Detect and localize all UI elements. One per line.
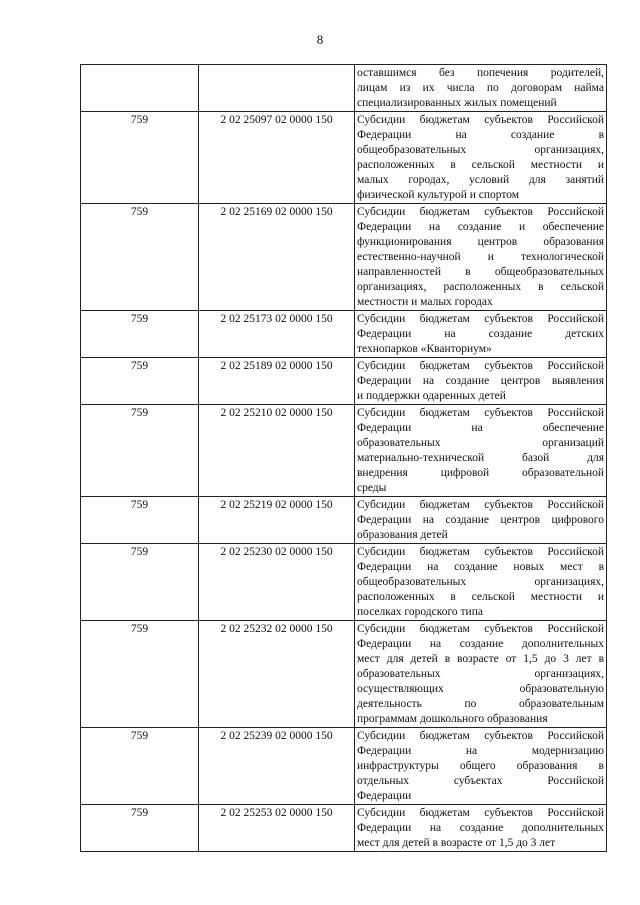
description-line: среды (357, 482, 387, 494)
description-line: Федерации на создание дополнительных (357, 822, 604, 834)
description-line: направленностей в общеобразовательных (357, 266, 604, 278)
table-row (81, 405, 607, 497)
description-line: образования детей (357, 529, 448, 541)
budget-classification-table (80, 64, 607, 852)
revenue-code-cell: 2 02 25230 02 0000 150 (199, 544, 355, 621)
description-cell (355, 358, 607, 405)
description-line: Субсидии бюджетам субъектов Российской (357, 114, 604, 126)
table-row (81, 65, 607, 112)
description-line: физической культурой и спортом (357, 189, 520, 201)
table-row (81, 311, 607, 358)
description-line: Федерации (357, 790, 412, 802)
table-row (81, 497, 607, 544)
description-line: функционирования центров образования (357, 236, 604, 248)
description-line: программам дошкольного образования (357, 713, 548, 725)
table-row (81, 112, 607, 204)
admin-code-cell: 759 (81, 358, 199, 405)
description-line: Федерации на создание новых мест в (357, 561, 604, 573)
description-line: Субсидии бюджетам субъектов Российской (357, 360, 604, 372)
description-line: Субсидии бюджетам субъектов Российской (357, 313, 604, 325)
revenue-code-cell: 2 02 25239 02 0000 150 (199, 728, 355, 805)
description-line: поселках городского типа (357, 606, 483, 618)
description-cell (355, 497, 607, 544)
description-line: расположенных в сельской местности и (357, 591, 604, 603)
description-cell (355, 405, 607, 497)
revenue-code-cell: 2 02 25173 02 0000 150 (199, 311, 355, 358)
description-line: Субсидии бюджетам субъектов Российской (357, 807, 604, 819)
description-line: малых городах, условий для занятий (357, 174, 604, 186)
description-line: мест для детей в возрасте от 1,5 до 3 лет (357, 837, 556, 849)
description-line: расположенных в сельской местности и (357, 159, 604, 171)
description-line: внедрения цифровой образовательной (357, 467, 604, 479)
admin-code-cell: 759 (81, 112, 199, 204)
description-cell (355, 112, 607, 204)
table-row (81, 621, 607, 728)
admin-code-cell: 759 (81, 497, 199, 544)
description-cell (355, 728, 607, 805)
table-body (81, 65, 607, 852)
description-cell (355, 621, 607, 728)
revenue-code-cell: 2 02 25189 02 0000 150 (199, 358, 355, 405)
description-line: Федерации на создание детских (357, 328, 604, 340)
description-line: материально-технической базой для (357, 452, 604, 464)
description-line: инфраструктуры общего образования в (357, 760, 604, 772)
table-row (81, 728, 607, 805)
description-line: Субсидии бюджетам субъектов Российской (357, 499, 604, 511)
description-cell (355, 544, 607, 621)
admin-code-cell (81, 65, 199, 112)
page-number: 8 (316, 32, 324, 47)
description-cell (355, 311, 607, 358)
description-line: Федерации на обеспечение (357, 422, 604, 434)
description-line: Субсидии бюджетам субъектов Российской (357, 546, 604, 558)
admin-code-cell: 759 (81, 405, 199, 497)
description-line: местности и малых городах (357, 296, 493, 308)
table-row (81, 544, 607, 621)
description-line: специализированных жилых помещений (357, 97, 557, 109)
revenue-code-cell: 2 02 25210 02 0000 150 (199, 405, 355, 497)
description-line: общеобразовательных организациях, (357, 144, 604, 156)
description-line: Федерации на создание центров выявления (357, 375, 604, 387)
admin-code-cell: 759 (81, 621, 199, 728)
table-row (81, 358, 607, 405)
description-line: Федерации на создание дополнительных (357, 638, 604, 650)
description-line: Субсидии бюджетам субъектов Российской (357, 623, 604, 635)
description-line: Субсидии бюджетам субъектов Российской (357, 730, 604, 742)
description-line: естественно-научной и технологической (357, 251, 604, 263)
description-line: Федерации на создание и обеспечение (357, 221, 604, 233)
revenue-code-cell: 2 02 25232 02 0000 150 (199, 621, 355, 728)
admin-code-cell: 759 (81, 544, 199, 621)
description-line: мест для детей в возрасте от 1,5 до 3 лет в (357, 653, 604, 665)
description-cell (355, 65, 607, 112)
table-row (81, 805, 607, 852)
description-line: лицам из их числа по договорам найма (357, 82, 604, 94)
description-line: и поддержки одаренных детей (357, 390, 506, 402)
description-line: осуществляющих образовательную (357, 683, 604, 695)
table-row (81, 204, 607, 311)
admin-code-cell: 759 (81, 728, 199, 805)
description-line: Федерации на создание центров цифрового (357, 514, 604, 526)
description-line: Федерации на модернизацию (357, 745, 604, 757)
revenue-code-cell: 2 02 25097 02 0000 150 (199, 112, 355, 204)
admin-code-cell: 759 (81, 311, 199, 358)
description-line: общеобразовательных организациях, (357, 576, 604, 588)
revenue-code-cell: 2 02 25169 02 0000 150 (199, 204, 355, 311)
admin-code-cell: 759 (81, 805, 199, 852)
admin-code-cell: 759 (81, 204, 199, 311)
description-line: деятельность по образовательным (357, 698, 604, 710)
description-line: оставшимся без попечения родителей, (357, 67, 604, 79)
description-line: технопарков «Кванториум» (357, 343, 492, 355)
description-line: образовательных организациях, (357, 668, 604, 680)
description-line: организациях, расположенных в сельской (357, 281, 604, 293)
revenue-code-cell (199, 65, 355, 112)
description-line: Субсидии бюджетам субъектов Российской (357, 407, 604, 419)
description-cell (355, 204, 607, 311)
description-line: Субсидии бюджетам субъектов Российской (357, 206, 604, 218)
description-line: отдельных субъектах Российской (357, 775, 604, 787)
revenue-code-cell: 2 02 25253 02 0000 150 (199, 805, 355, 852)
description-line: образовательных организаций (357, 437, 604, 449)
revenue-code-cell: 2 02 25219 02 0000 150 (199, 497, 355, 544)
description-line: Федерации на создание в (357, 129, 604, 141)
description-cell (355, 805, 607, 852)
